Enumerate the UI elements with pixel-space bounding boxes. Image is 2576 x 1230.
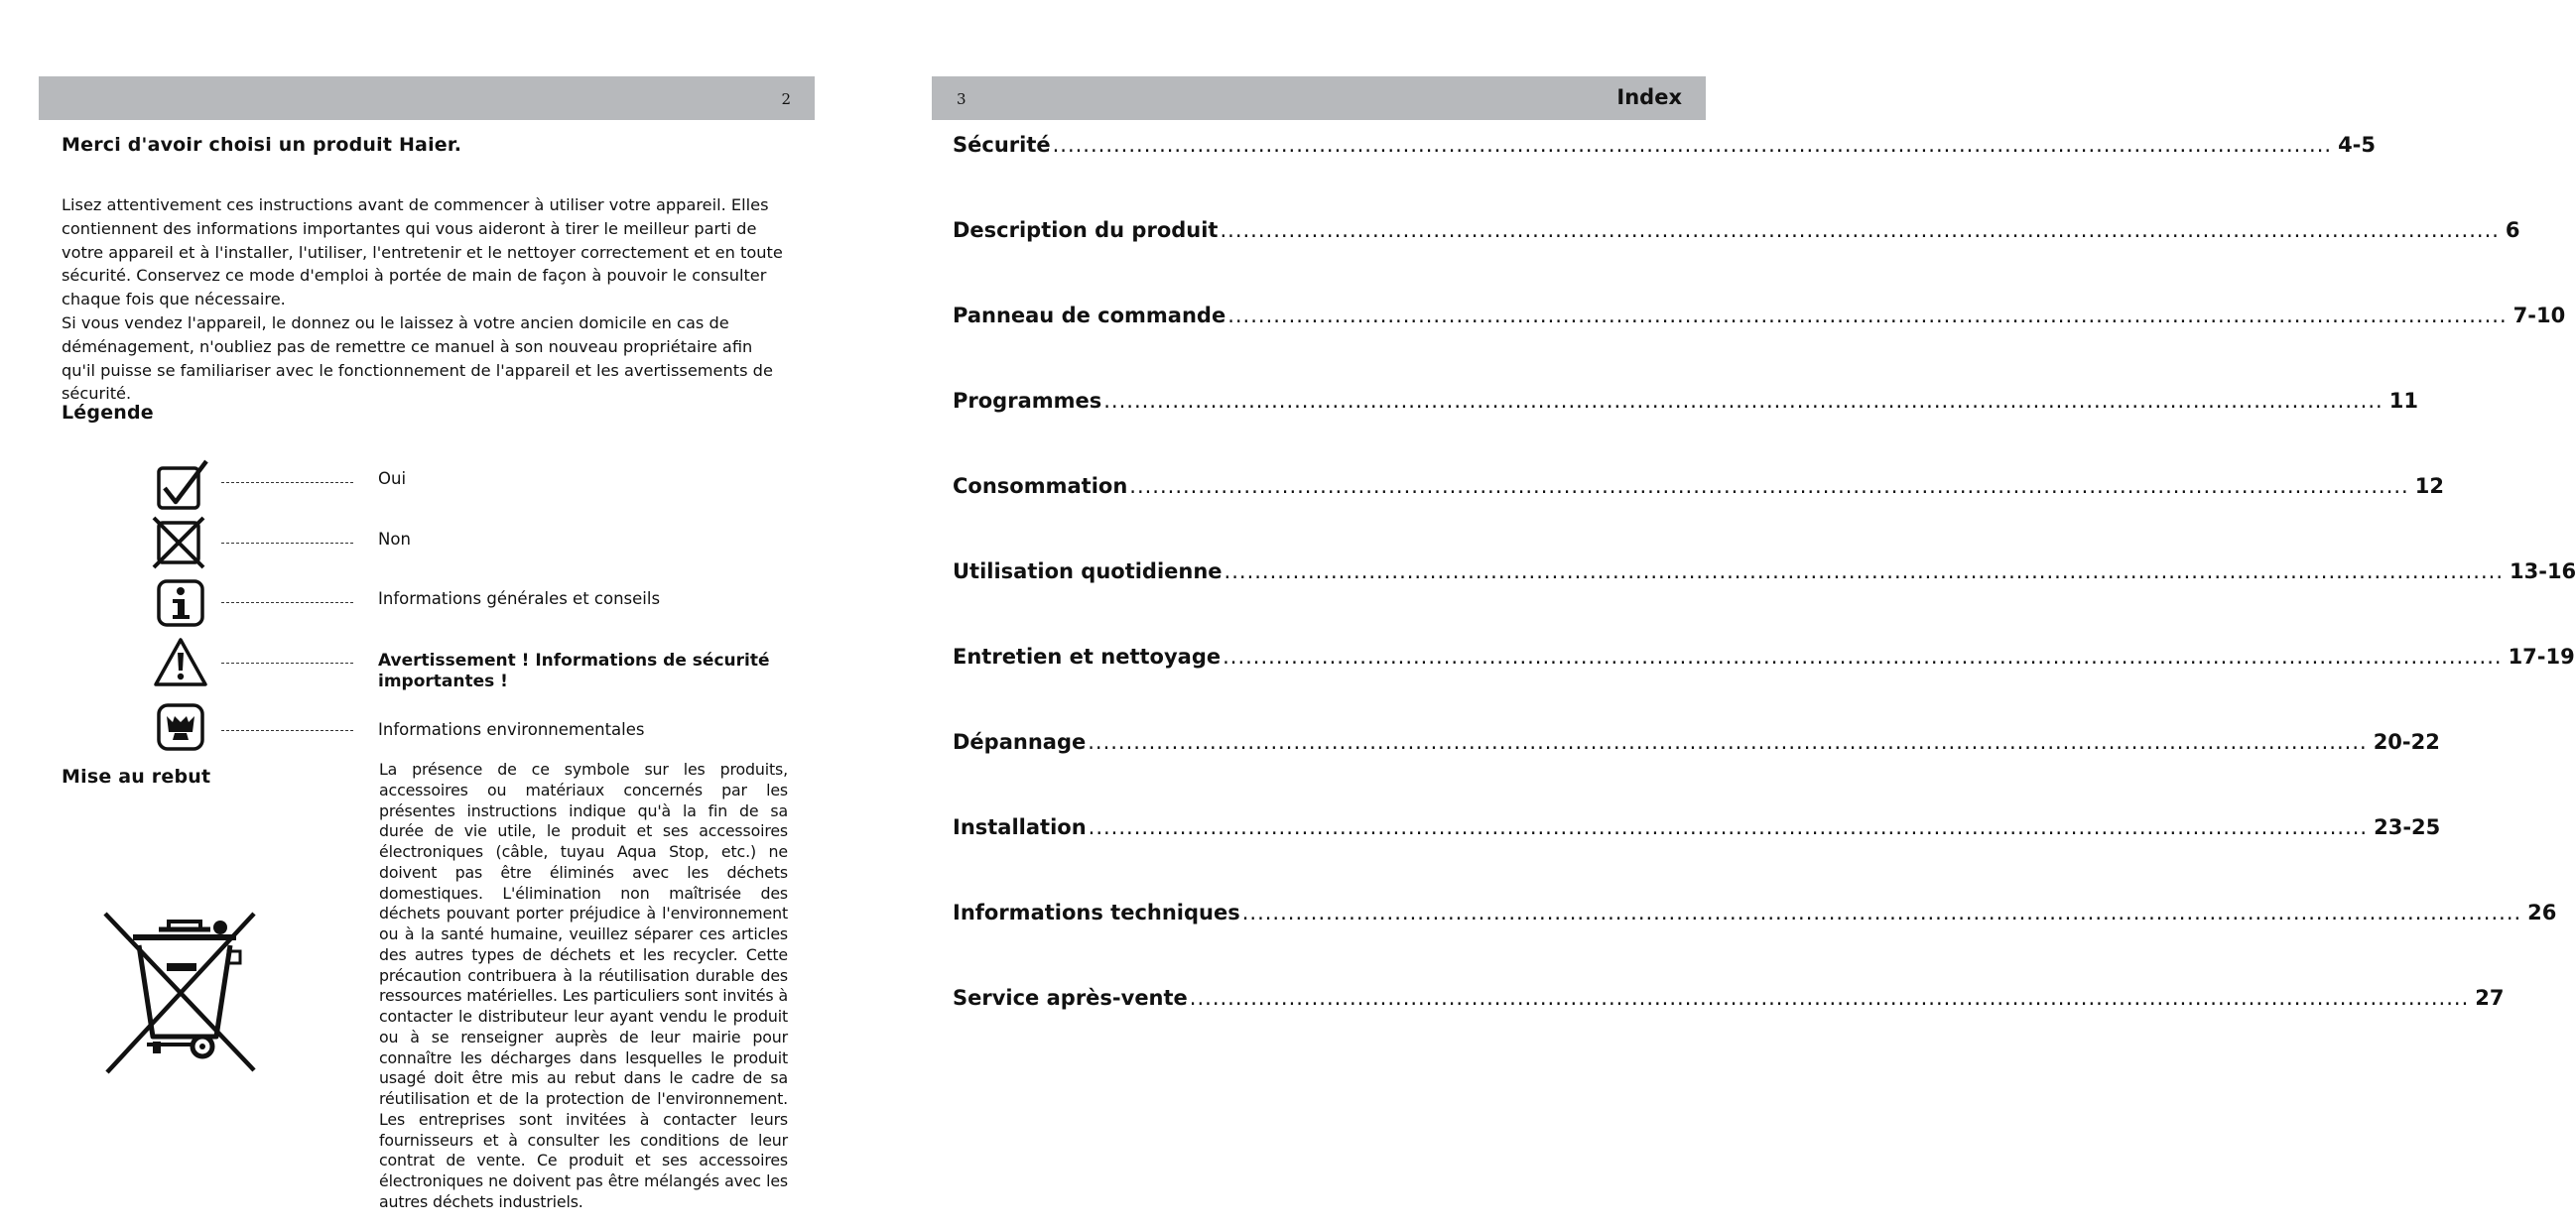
page-header-bar <box>39 76 815 120</box>
leader-dots: ........................................................................................................................................................................ <box>1088 730 2368 754</box>
legend-heading: Légende <box>62 402 154 424</box>
toc-label: Installation <box>953 815 1087 839</box>
info-icon <box>149 575 212 635</box>
leader-dots: ........................................................................................................................................................................ <box>1103 389 2383 413</box>
warning-triangle-icon <box>149 635 212 694</box>
intro-paragraph: Si vous vendez l'appareil, le donnez ou le laissez à votre ancien domicile en cas de déménagement, n'oubliez pas de remettre ce manuel à son nouveau propriétaire afin qu'il puisse se familiariser avec le fonctionnement de l'appareil et les avertissements de sécurité. <box>62 312 773 404</box>
toc-label: Informations techniques <box>953 901 1240 924</box>
toc-entry[interactable] <box>953 986 2505 1020</box>
toc-page-number: 7-10 <box>2512 304 2566 327</box>
leader-dots: ........................................................................................................................................................................ <box>1224 559 2504 583</box>
left-page <box>0 0 870 1230</box>
crossed-out-bin-icon <box>99 908 268 1086</box>
toc-entry[interactable] <box>953 133 2377 167</box>
toc-page-number: 23-25 <box>2374 815 2441 839</box>
leader-dots: ........................................................................................................................................................................ <box>1227 304 2508 327</box>
page-number: 3 <box>957 90 966 108</box>
toc-page-number: 26 <box>2527 901 2557 924</box>
cross-box-icon <box>149 513 212 572</box>
toc-label: Entretien et nettoyage <box>953 645 1222 669</box>
toc-entry[interactable] <box>953 218 2520 252</box>
legend-label: Avertissement ! Informations de sécurité importantes ! <box>378 651 770 691</box>
legend-item <box>149 458 784 518</box>
leader-dots <box>221 663 353 664</box>
leader-dots <box>221 543 353 544</box>
leader-dots: ........................................................................................................................................................................ <box>1189 986 2470 1010</box>
toc-entry[interactable] <box>953 901 2557 934</box>
legend-label: Informations générales et conseils <box>378 589 661 608</box>
toc-entry[interactable] <box>953 559 2576 593</box>
environment-icon <box>149 702 212 762</box>
leader-dots <box>221 602 353 603</box>
disposal-heading: Mise au rebut <box>62 766 211 788</box>
toc-page-number: 27 <box>2475 986 2505 1010</box>
page-number: 2 <box>781 90 791 108</box>
toc-entry[interactable] <box>953 389 2418 423</box>
toc-label: Description du produit <box>953 218 1219 242</box>
checkmark-box-icon <box>149 458 212 518</box>
legend-item <box>149 513 784 572</box>
leader-dots: ........................................................................................................................................................................ <box>1052 133 2333 157</box>
right-page <box>870 0 1741 1230</box>
intro-text <box>62 193 786 406</box>
legend-label: Informations environnementales <box>378 720 645 739</box>
disposal-text: La présence de ce symbole sur les produits, accessoires ou matériaux concernés par les présentes instructions indique qu'à la fin de sa durée de vie utile, le produit et ses accessoires électroniques (câble, tuyau Aqua Stop, etc.) ne doivent pas être éliminés avec les déchets domestiques. L'élimination non maîtrisée des déchets pouvant porter préjudice à l'environnement ou à la santé humaine, veuillez séparer ces articles des autres types de déchets et les recycler. Cette précaution contribuera à la réutilisation durable des ressources matérielles. Les particuliers sont invités à contacter le distributeur leur ayant vendu le produit ou à se renseigner auprès de leur mairie pour connaître les décharges dans lesquelles le produit usagé doit être mis au rebut dans le cadre de sa réutilisation et de la protection de l'environnement. Les entreprises sont invitées à contacter leurs fournisseurs et à consulter les conditions de leur contrat de vente. Ce produit et ses accessoires électroniques ne doivent pas être mélangés avec les autres déchets industriels. <box>379 760 788 1211</box>
leader-dots: ........................................................................................................................................................................ <box>1220 218 2500 242</box>
leader-dots: ........................................................................................................................................................................ <box>1088 815 2369 839</box>
toc-entry[interactable] <box>953 645 2575 678</box>
toc-page-number: 11 <box>2388 389 2418 413</box>
toc-entry[interactable] <box>953 474 2444 508</box>
index-title: Index <box>1616 85 1682 109</box>
leader-dots: ........................................................................................................................................................................ <box>1241 901 2522 924</box>
toc-label: Panneau de commande <box>953 304 1226 327</box>
toc-label: Programmes <box>953 389 1102 413</box>
legend-item <box>149 575 784 635</box>
toc-label: Service après-vente <box>953 986 1188 1010</box>
toc-page-number: 6 <box>2505 218 2520 242</box>
intro-paragraph: Lisez attentivement ces instructions avant de commencer à utiliser votre appareil. Elles contiennent des informations importantes qui vous aideront à tirer le meilleur parti de votre appareil et à l'installer, l'utiliser, l'entretenir et le nettoyer correctement et en toute sécurité. Conservez ce mode d'emploi à portée de main de façon à pouvoir le consulter chaque fois que nécessaire. <box>62 195 783 309</box>
toc-page-number: 13-16 <box>2510 559 2576 583</box>
leader-dots: ........................................................................................................................................................................ <box>1223 645 2503 669</box>
page-header-bar <box>932 76 1706 120</box>
legend-item <box>149 702 784 762</box>
toc-page-number: 17-19 <box>2508 645 2575 669</box>
toc-label: Sécurité <box>953 133 1051 157</box>
toc-label: Utilisation quotidienne <box>953 559 1223 583</box>
legend-label: Oui <box>378 469 407 488</box>
toc-entry[interactable] <box>953 815 2441 849</box>
toc-entry[interactable] <box>953 730 2440 764</box>
toc-label: Consommation <box>953 474 1128 498</box>
toc-entry[interactable] <box>953 304 2566 337</box>
toc-page-number: 12 <box>2414 474 2444 498</box>
toc-page-number: 4-5 <box>2338 133 2377 157</box>
legend-item <box>149 635 784 694</box>
thanks-heading: Merci d'avoir choisi un produit Haier. <box>62 134 462 156</box>
leader-dots: ........................................................................................................................................................................ <box>1129 474 2409 498</box>
leader-dots <box>221 730 353 731</box>
toc-label: Dépannage <box>953 730 1087 754</box>
leader-dots <box>221 482 353 483</box>
toc-page-number: 20-22 <box>2373 730 2440 754</box>
legend-label: Non <box>378 530 411 549</box>
